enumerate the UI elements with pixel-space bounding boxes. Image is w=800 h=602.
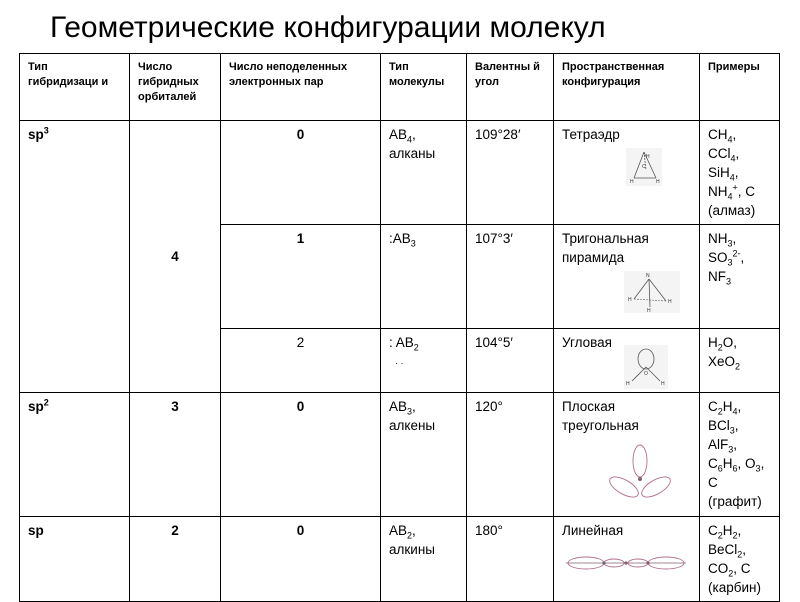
- cell-sp3-examples-0: $CH_4$, CCl$_4$, SiH$_4$, $NH_4^+$, C (алмаз): [700, 121, 780, 225]
- cell-sp-examples: $C_2H_2$, BeCl$_2$, $CO_2$, C (карбин): [700, 517, 780, 602]
- header-bond-angle: Валентны й угол: [467, 54, 554, 121]
- cell-sp3-pairs-1: 1: [221, 225, 381, 329]
- table-header-row: [20, 54, 780, 121]
- header-hybridization: Тип гибридизаци и: [20, 54, 130, 121]
- cell-sp-pairs: 0: [221, 517, 381, 602]
- cell-sp3-angle-2: 104°5′: [467, 329, 554, 393]
- trigonal-planar-diagram: [600, 443, 680, 503]
- cell-sp2-mol: $AB_3$, алкены: [381, 393, 467, 517]
- cell-sp3-config-1: Тригональная пирамида N H H H: [554, 225, 700, 329]
- cell-sp2-examples: $C_2H_4$, BCl$_3$, AlF$_3$, $C_6H_6$, $O_3$, C (графит): [700, 393, 780, 517]
- cell-sp3-pairs-0: 0: [221, 121, 381, 225]
- cell-sp2-pairs: 0: [221, 393, 381, 517]
- tetra-label-h3: H: [646, 154, 650, 160]
- pyr-label-h3: H: [647, 308, 651, 313]
- cell-sp2-angle: 120°: [467, 393, 554, 517]
- trigonal-pyramid-diagram: [554, 271, 694, 313]
- cell-sp-mol: $AB_2$, алкины: [381, 517, 467, 602]
- cell-sp2-hybridization: $sp^2$: [20, 393, 130, 517]
- cell-sp3-orbitals: 4: [130, 121, 221, 393]
- header-orbital-count: Число гибридных орбиталей: [130, 54, 221, 121]
- cell-sp3-examples-1: $NH_3$, $SO_3^{2-}$, $NF_3$: [700, 225, 780, 329]
- linear-diagram: [564, 551, 688, 575]
- page-title: Геометрические конфигурации молекул: [50, 11, 606, 44]
- pyr-label-h2: H: [668, 299, 672, 305]
- header-molecule-type: Тип молекулы: [381, 54, 467, 121]
- tetra-label-c: C: [642, 164, 646, 170]
- cell-sp3-mol-1: $:AB_3$: [381, 225, 467, 329]
- cell-sp3-mol-0: $AB_4$, алканы: [381, 121, 467, 225]
- cell-sp3-angle-1: 107°3′: [467, 225, 554, 329]
- cell-sp3-mol-2: : $AB_2$ · ·: [381, 329, 467, 393]
- cell-sp2-config: Плоская треугольная: [554, 393, 700, 517]
- cell-sp-hybridization: sp: [20, 517, 130, 602]
- header-examples: Примеры: [700, 54, 780, 121]
- cell-sp-orbitals: 2: [130, 517, 221, 602]
- angular-diagram: [624, 345, 684, 389]
- table-row-sp3-0: [20, 121, 780, 225]
- pyr-label-h1: H: [628, 297, 632, 303]
- cell-sp3-pairs-2: 2: [221, 329, 381, 393]
- cell-sp2-orbitals: 3: [130, 393, 221, 517]
- cell-sp3-hybridization: $sp^3$: [20, 121, 130, 393]
- ang-label-h1: H: [626, 381, 630, 387]
- tetra-label-h1: H: [630, 179, 634, 185]
- cell-sp3-examples-2: $H_2O$, XeO$_2$: [700, 329, 780, 393]
- ang-label-h2: H: [661, 381, 665, 387]
- cell-sp3-config-2: Угловая H O H: [554, 329, 700, 393]
- cell-sp3-config-0: Тетраэдр C H H H: [554, 121, 700, 225]
- header-lone-pairs: Число неподеленных электронных пар: [221, 54, 381, 121]
- cell-sp3-angle-0: 109°28′: [467, 121, 554, 225]
- cell-sp-angle: 180°: [467, 517, 554, 602]
- tetra-label-h2: H: [656, 179, 660, 185]
- ang-label-o: O: [644, 371, 648, 377]
- cell-sp-config: Линейная: [554, 517, 700, 602]
- pyr-label-n: N: [646, 273, 650, 279]
- header-configuration: Пространственная конфигурация: [554, 54, 700, 121]
- tetrahedron-diagram: [554, 148, 674, 188]
- table-row-sp: [20, 517, 780, 602]
- geometry-table: [19, 53, 780, 602]
- table-row-sp2: [20, 393, 780, 517]
